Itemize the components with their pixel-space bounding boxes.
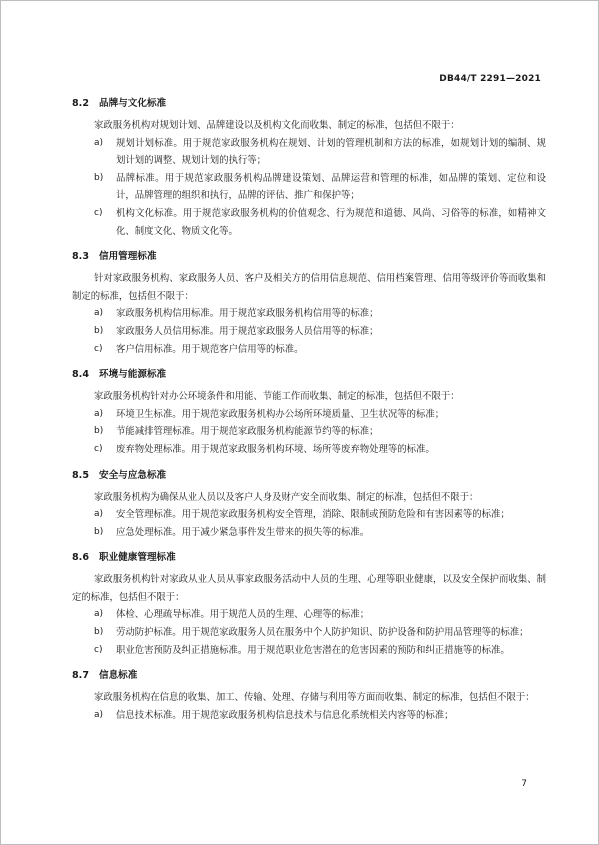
section-number: 8.7 xyxy=(72,670,89,682)
section-number: 8.3 xyxy=(72,251,89,263)
section-intro: 家政服务机构对规划计划、品牌建设以及机构文化而收集、制定的标准，包括但不限于： xyxy=(94,120,460,131)
list-item-marker: b) xyxy=(94,172,104,183)
list-item xyxy=(72,305,546,323)
list-item xyxy=(72,506,546,524)
section-heading xyxy=(72,667,546,685)
list-item-marker: b) xyxy=(94,325,104,336)
list-item-marker: c) xyxy=(94,443,103,454)
list-item xyxy=(72,707,546,725)
section-intro: 家政服务机构针对家政从业人员从事家政服务活动中人员的生理、心理等职业健康，以及安全保护而收集、制定的标准，包括但不限于： xyxy=(72,574,546,603)
list-item xyxy=(72,423,546,441)
list-item-text: 体检、心理疏导标准。用于规范人员的生理、心理等的标准； xyxy=(116,609,370,621)
list-item-marker: a) xyxy=(94,709,104,720)
list-item-text: 规划计划标准。用于规范家政服务机构在规划、计划的管理机制和方法的标准，如规划计划的编制、规划计划的调整、规划计划的执行等； xyxy=(116,137,546,167)
list-item xyxy=(72,323,546,341)
list-item xyxy=(72,524,546,542)
section-8-2 xyxy=(72,95,546,240)
list-item xyxy=(72,606,546,624)
section-number: 8.2 xyxy=(72,98,89,109)
section-intro: 家政服务机构为确保从业人员以及客户人身及财产安全而收集、制定的标准，包括但不限于： xyxy=(94,491,479,503)
section-title: 环境与能源标准 xyxy=(99,369,167,381)
section-8-4 xyxy=(72,366,546,458)
section-heading xyxy=(72,549,546,567)
section-8-7 xyxy=(72,667,546,724)
list-item-marker: b) xyxy=(94,627,104,638)
list-item-marker: c) xyxy=(94,343,103,354)
section-number: 8.4 xyxy=(72,369,89,381)
list-item-text: 节能减排管理标准。用于规范家政服务机构能源节约等的标准； xyxy=(116,426,379,438)
section-heading xyxy=(72,467,546,485)
section-title: 安全与应急标准 xyxy=(99,469,167,481)
list-item-text: 机构文化标准。用于规范家政服务机构的价值观念、行为规范和道德、风尚、习俗等的标准，如精神文化、制度文化、物质文化等。 xyxy=(116,207,546,237)
section-title: 品牌与文化标准 xyxy=(99,98,167,109)
section-intro: 家政服务机构针对办公环境条件和用能、节能工作而收集、制定的标准，包括但不限于： xyxy=(94,391,460,403)
list-item-text: 应急处理标准。用于减少紧急事件发生带来的损失等的标准。 xyxy=(116,526,370,538)
section-heading xyxy=(72,366,546,384)
section-intro: 家政服务机构在信息的收集、加工、传输、处理、存储与利用等方面而收集、制定的标准，包括但不限于： xyxy=(94,692,535,704)
section-8-5 xyxy=(72,467,546,542)
list-item xyxy=(72,341,546,359)
section-title: 信息标准 xyxy=(99,670,138,682)
list-item-marker: a) xyxy=(94,137,104,148)
list-item-marker: a) xyxy=(94,609,104,620)
list-item-text: 安全管理标准。用于规范家政服务机构安全管理，消除、限制或预防危险和有害因素等的标准； xyxy=(116,509,510,521)
list-item xyxy=(72,205,546,240)
list-item xyxy=(72,170,546,205)
list-item-text: 家政服务人员信用标准。用于规范家政服务人员信用等的标准； xyxy=(116,325,379,337)
section-heading xyxy=(72,248,546,266)
list-item-text: 环境卫生标准。用于规范家政服务机构办公场所环境质量、卫生状况等的标准； xyxy=(116,408,445,420)
list-item xyxy=(72,642,546,660)
list-item-text: 劳动防护标准。用于规范家政服务人员在服务中个人防护知识、防护设备和防护用品管理等的标准； xyxy=(116,627,529,639)
section-intro: 针对家政服务机构、家政服务人员、客户及相关方的信用信息规范、信用档案管理、信用等级评价等而收集和制定的标准，包括但不限于： xyxy=(72,273,546,302)
list-item-marker: a) xyxy=(94,308,104,319)
section-heading xyxy=(72,95,546,113)
list-item-marker: b) xyxy=(94,526,104,537)
list-item-marker: c) xyxy=(94,644,103,655)
list-item-marker: a) xyxy=(94,509,104,520)
section-8-3 xyxy=(72,248,546,358)
list-item xyxy=(72,441,546,459)
section-8-6 xyxy=(72,549,546,659)
document-code: DB44/T 2291—2021 xyxy=(439,74,541,84)
list-item-text: 家政服务机构信用标准。用于规范家政服务机构信用等的标准； xyxy=(116,308,379,320)
section-number: 8.5 xyxy=(72,469,89,481)
section-title: 职业健康管理标准 xyxy=(99,552,176,564)
section-title: 信用管理标准 xyxy=(99,251,157,263)
list-item-text: 职业危害预防及纠正措施标准。用于规范职业危害潜在的危害因素的预防和纠正措施等的标准。 xyxy=(116,644,510,656)
page-number: 7 xyxy=(521,779,527,789)
list-item-text: 品牌标准。用于规范家政服务机构品牌建设策划、品牌运营和管理的标准，如品牌的策划、定位和设计，品牌管理的组织和执行，品牌的评估、推广和保护等； xyxy=(116,172,546,202)
list-item-text: 信息技术标准。用于规范家政服务机构信息技术与信息化系统相关内容等的标准； xyxy=(116,709,454,721)
document-body xyxy=(72,95,546,732)
list-item xyxy=(72,135,546,170)
section-number: 8.6 xyxy=(72,552,89,564)
list-item-marker: a) xyxy=(94,408,104,419)
list-item-marker: b) xyxy=(94,426,104,437)
list-item-text: 客户信用标准。用于规范客户信用等的标准。 xyxy=(116,343,304,355)
list-item xyxy=(72,624,546,642)
list-item-text: 废弃物处理标准。用于规范家政服务机构环境、场所等废弃物处理等的标准。 xyxy=(116,443,435,455)
list-item xyxy=(72,406,546,424)
list-item-marker: c) xyxy=(94,207,103,218)
